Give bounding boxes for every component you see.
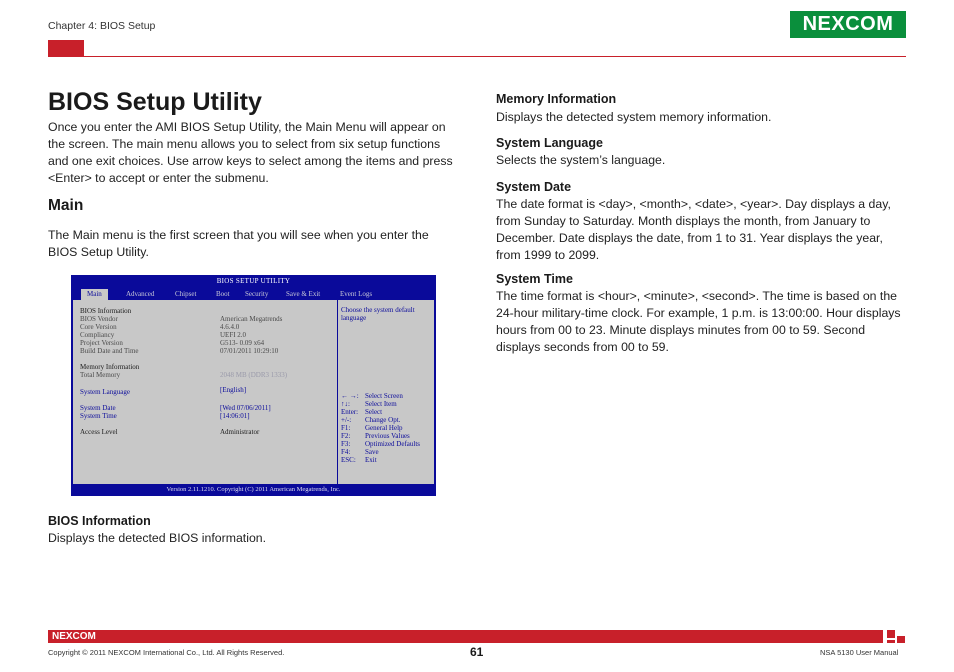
bios-tab-main: Main [81, 289, 108, 300]
hotkey-action: Exit [365, 456, 377, 464]
bios-info-label: BIOS Information [80, 307, 132, 315]
system-date-label: System Date [80, 404, 116, 412]
manual-name: NSA 5130 User Manual [820, 648, 899, 657]
system-language-heading: System Language [496, 136, 603, 150]
hotkey-action: Save [365, 448, 379, 456]
intro-paragraph: Once you enter the AMI BIOS Setup Utility, the Main Menu will appear on the screen. The main menu allows you to select from six setup functions and one exit choices. Use arrow keys to select among the items and press <Enter> to accept or enter the submenu. [48, 120, 453, 185]
system-date-value: [Wed 07/06/2011] [220, 404, 271, 412]
hotkey-action: Select [365, 408, 383, 416]
page-number: 61 [470, 645, 484, 659]
bios-footer: Version 2.11.1210. Copyright (C) 2011 American Megatrends, Inc. [71, 484, 436, 496]
access-level-label: Access Level [80, 428, 118, 436]
hotkey-action: General Help [365, 424, 403, 432]
hotkey-action: Select Screen [365, 392, 403, 400]
hotkey-key: F1: [341, 424, 351, 432]
hotkey-key: F2: [341, 432, 351, 440]
project-version-label: Project Version [80, 339, 123, 347]
system-language-value: [English] [220, 386, 247, 394]
footer-bar [48, 630, 883, 643]
core-version-value: 4.6.4.0 [220, 323, 240, 331]
hotkey-key: ↑↓: [341, 400, 350, 408]
system-time-heading: System Time [496, 272, 573, 286]
bios-info-paragraph: Displays the detected BIOS information. [48, 531, 267, 545]
system-date-paragraph: The date format is <day>, <month>, <date>, <year>. Day displays a day, from Sunday to Saturday. Month displays the month, from January to December. Date displays the date, from 1 to 31. Year displays the year, from 1999 to 2099. [496, 197, 891, 262]
chapter-label: Chapter 4: BIOS Setup [48, 20, 156, 32]
bios-panel-divider [337, 300, 338, 484]
compliancy-value: UEFI 2.0 [220, 331, 247, 339]
page-title: BIOS Setup Utility [48, 88, 262, 116]
bios-info-heading: BIOS Information [48, 514, 151, 528]
access-level-value: Administrator [220, 428, 260, 436]
main-paragraph: The Main menu is the first screen that you will see when you enter the BIOS Setup Utility. [48, 228, 429, 259]
build-date-label: Build Date and Time [80, 347, 139, 355]
copyright-text: Copyright © 2011 NEXCOM International Co., Ltd. All Rights Reserved. [48, 648, 285, 657]
total-memory-value: 2048 MB (DDR3 1333) [220, 371, 288, 379]
memory-info-heading: Memory Information [496, 92, 617, 106]
bios-vendor-label: BIOS Vendor [80, 315, 118, 323]
bios-tab-advanced: Advanced [126, 290, 155, 298]
hotkey-key: ← →: [341, 392, 359, 400]
footer-square-decoration [887, 630, 895, 638]
project-version-value: G513- 0.09 x64 [220, 339, 265, 347]
build-date-value: 07/01/2011 10:29:10 [220, 347, 279, 355]
bios-tab-bar [71, 288, 436, 300]
bios-main-panel [73, 300, 434, 484]
hotkey-key: Enter: [341, 408, 359, 416]
bios-tab-security: Security [245, 290, 269, 298]
hotkey-key: ESC: [341, 456, 356, 464]
footer-square-decoration [887, 640, 895, 643]
bios-title: BIOS SETUP UTILITY [216, 277, 291, 285]
system-date-heading: System Date [496, 180, 572, 194]
system-language-paragraph: Selects the system’s language. [496, 153, 666, 167]
system-time-value: [14:06:01] [220, 412, 250, 420]
hotkey-action: Previous Values [365, 432, 410, 440]
main-heading: Main [48, 197, 84, 214]
bios-tab-boot: Boot [216, 290, 230, 298]
bios-vendor-value: American Megatrends [220, 315, 283, 323]
bios-help-text: Choose the system default language [341, 306, 415, 322]
bios-tab-save-exit: Save & Exit [286, 290, 321, 298]
system-language-label: System Language [80, 388, 130, 396]
hotkey-action: Optimized Defaults [365, 440, 421, 448]
system-time-label: System Time [80, 412, 117, 420]
footer-logo: NEXCOM [52, 631, 96, 642]
footer-square-decoration [897, 636, 905, 643]
compliancy-label: Compliancy [80, 331, 115, 339]
core-version-label: Core Version [80, 323, 117, 331]
hotkey-action: Select Item [365, 400, 397, 408]
hotkey-key: +/-: [341, 416, 352, 424]
bios-tab-event-logs: Event Logs [340, 290, 373, 298]
logo-text: NEXCOM [802, 13, 894, 35]
nexcom-logo [790, 11, 906, 38]
system-time-paragraph: The time format is <hour>, <minute>, <second>. The time is based on the 24-hour military-time clock. For example, 1 p.m. is 13:00:00. Hour displays hours from 00 to 23. Minute displays minutes from 00 to 59. Second displays seconds from 00 to 59. [496, 289, 901, 354]
hotkey-key: F4: [341, 448, 351, 456]
memory-info-paragraph: Displays the detected system memory information. [496, 110, 772, 124]
bios-tab-chipset: Chipset [175, 290, 197, 298]
header-rule [84, 56, 906, 57]
hotkey-key: F3: [341, 440, 351, 448]
header-accent-bar [48, 40, 84, 57]
hotkey-action: Change Opt. [365, 416, 401, 424]
total-memory-label: Total Memory [80, 371, 121, 379]
memory-info-label: Memory Information [80, 363, 140, 371]
bios-screenshot [71, 275, 436, 496]
